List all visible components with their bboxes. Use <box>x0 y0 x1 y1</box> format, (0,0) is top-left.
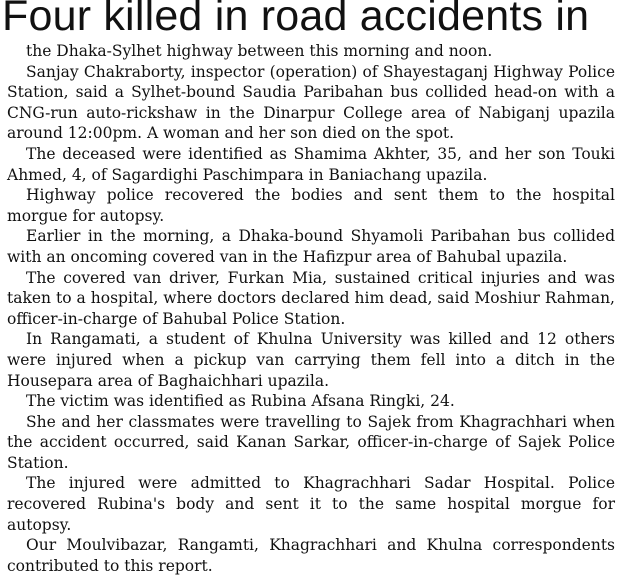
article-paragraph: Our Moulvibazar, Rangamti, Khagrachhari and Khulna correspondents contributed to this report. <box>7 536 615 575</box>
article-paragraph: The injured were admitted to Khagrachhari Sadar Hospital. Police recovered Rubina's body and sent it to the same hospital morgue for autopsy. <box>7 474 615 534</box>
article-paragraph: the Dhaka-Sylhet highway between this morning and noon. <box>26 42 493 60</box>
article-paragraph: Highway police recovered the bodies and sent them to the hospital morgue for autopsy. <box>7 186 615 225</box>
article-paragraph: In Rangamati, a student of Khulna University was killed and 12 others were injured when a pickup van carrying them fell into a ditch in the Housepara area of Baghaichhari upazila. <box>7 330 615 390</box>
article-headline: Four killed in road accidents in <box>2 0 590 40</box>
article-paragraph: Sanjay Chakraborty, inspector (operation) of Shayestaganj Highway Police Station, said a Sylhet-bound Saudia Paribahan bus collided head-on with a CNG-run auto-rickshaw in the Dinarpur College area of Nabiganj upazila around 12:00pm. A woman and her son died on the spot. <box>7 62 615 143</box>
article-paragraph: The covered van driver, Furkan Mia, sustained critical injuries and was taken to a hospital, where doctors declared him dead, said Moshiur Rahman, officer-in-charge of Bahubal Police Station. <box>7 268 615 328</box>
article-paragraph: The deceased were identified as Shamima Akhter, 35, and her son Touki Ahmed, 4, of Sagardighi Paschimpara in Baniachang upazila. <box>7 144 615 184</box>
article-paragraph: She and her classmates were travelling to Sajek from Khagrachhari when the accident occurred, said Kanan Sarkar, officer-in-charge of Sajek Police Station. <box>7 412 615 472</box>
article-body <box>7 41 615 576</box>
article-paragraph: The victim was identified as Rubina Afsana Ringki, 24. <box>26 392 455 411</box>
article-paragraph: Earlier in the morning, a Dhaka-bound Shyamoli Paribahan bus collided with an oncoming covered van in the Hafizpur area of Bahubal upazila. <box>7 227 615 266</box>
